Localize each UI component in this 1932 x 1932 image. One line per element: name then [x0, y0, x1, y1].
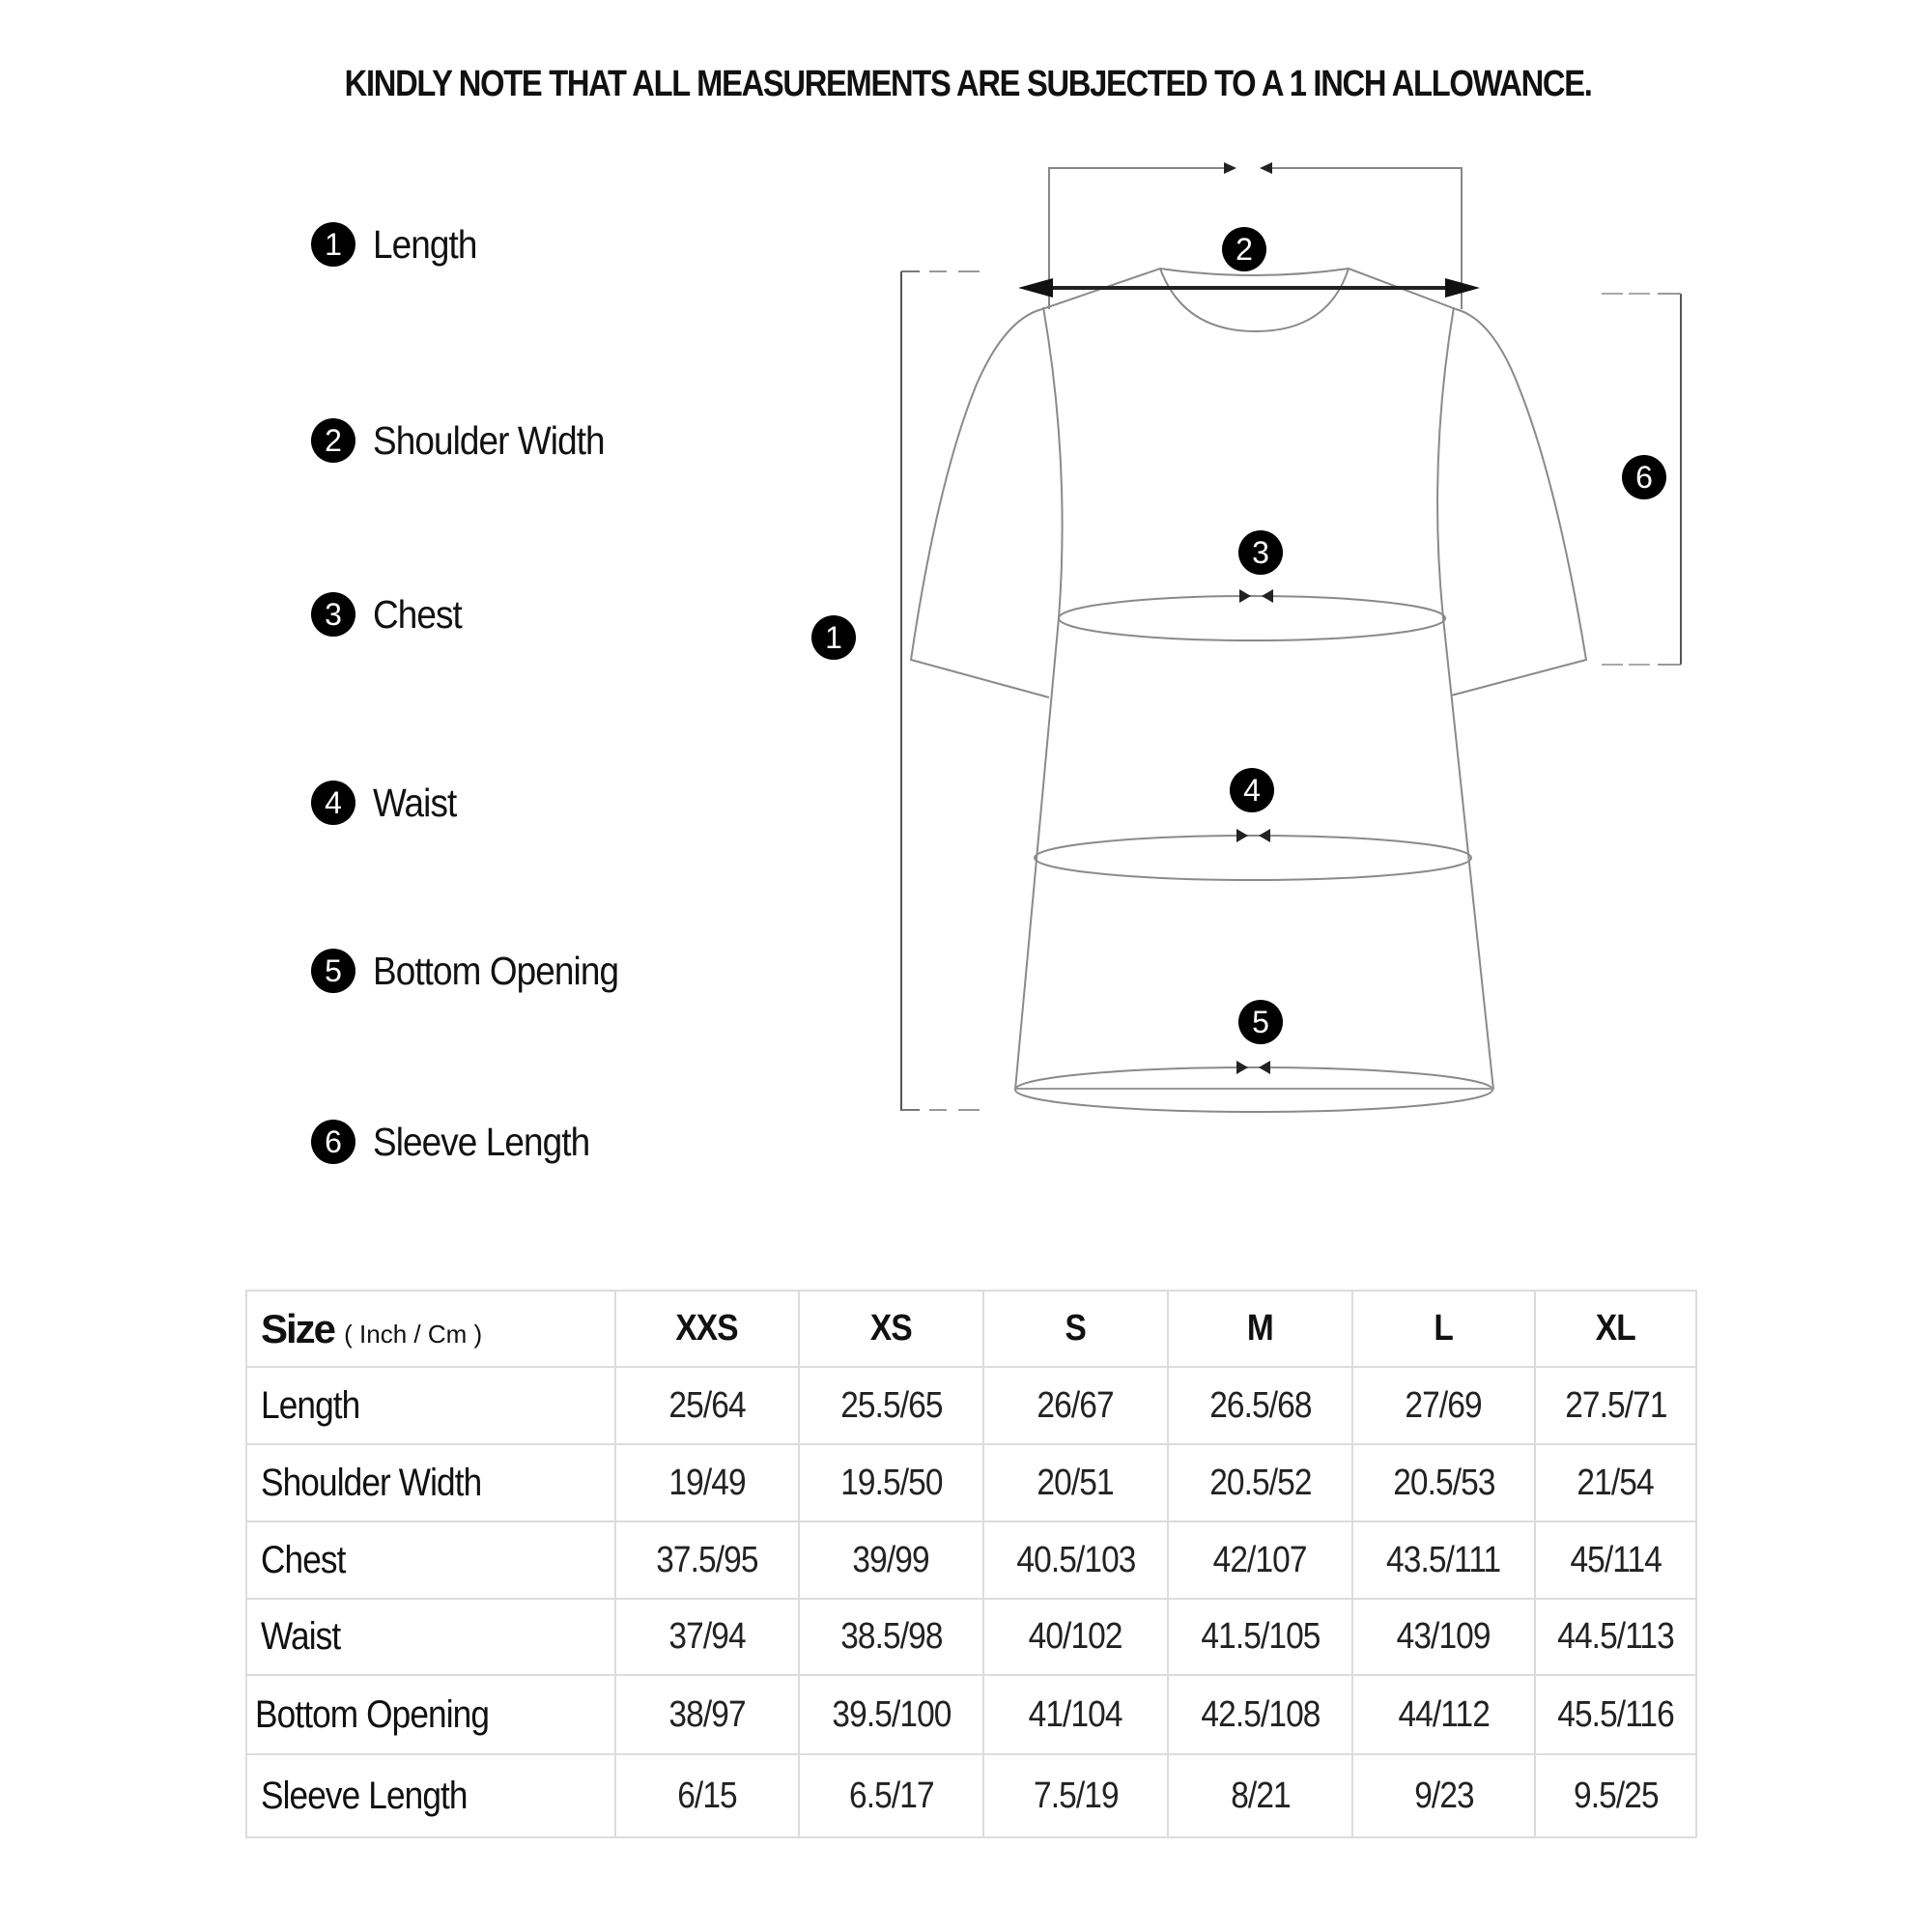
table-cell: 9/23	[1352, 1754, 1535, 1837]
table-cell: 26.5/68	[1168, 1367, 1352, 1444]
size-column-header: XXS	[615, 1291, 799, 1367]
bracket-arrow-right-icon	[1224, 162, 1236, 174]
number-5-icon: 5	[1238, 1000, 1283, 1044]
neckline	[1160, 269, 1349, 331]
legend-label: Bottom Opening	[373, 948, 619, 993]
table-header-row	[246, 1291, 1696, 1367]
table-cell: 42/107	[1168, 1521, 1352, 1599]
right-body-side	[1437, 307, 1493, 1090]
table-cell: 6/15	[615, 1754, 799, 1837]
arrowhead-left-icon	[1018, 278, 1053, 298]
table-cell: 26/67	[983, 1367, 1168, 1444]
number-2-icon: 2	[311, 418, 355, 463]
row-label: Chest	[246, 1521, 615, 1599]
size-column-header: L	[1352, 1291, 1535, 1367]
table-cell: 45/114	[1535, 1521, 1696, 1599]
number-1-icon: 1	[811, 615, 856, 660]
size-column-header: XL	[1535, 1291, 1696, 1367]
bracket-arrow-left-icon	[1260, 162, 1272, 174]
row-label: Sleeve Length	[246, 1754, 615, 1837]
number-6-icon: 6	[1622, 455, 1666, 499]
table-cell: 8/21	[1168, 1754, 1352, 1837]
left-body-side	[1015, 307, 1063, 1090]
right-sleeve	[1451, 309, 1586, 696]
table-cell: 21/54	[1535, 1444, 1696, 1521]
table-row	[246, 1367, 1696, 1444]
table-cell: 37/94	[615, 1599, 799, 1675]
table-cell: 20/51	[983, 1444, 1168, 1521]
table-cell: 19/49	[615, 1444, 799, 1521]
legend-label: Length	[373, 221, 477, 267]
number-5-icon: 5	[311, 949, 355, 993]
size-chart-table	[245, 1290, 1697, 1838]
number-1-icon: 1	[311, 222, 355, 267]
number-4-icon: 4	[1230, 768, 1274, 812]
unit-note: ( Inch / Cm )	[344, 1319, 483, 1349]
shoulder-width-arrow	[1018, 278, 1480, 298]
table-cell: 40.5/103	[983, 1521, 1168, 1599]
table-cell: 39.5/100	[799, 1675, 983, 1754]
table-row	[246, 1521, 1696, 1599]
number-2-icon: 2	[1222, 227, 1266, 271]
table-row	[246, 1599, 1696, 1675]
length-bracket	[901, 271, 980, 1111]
row-label: Length	[246, 1367, 615, 1444]
table-cell: 7.5/19	[983, 1754, 1168, 1837]
number-3-icon: 3	[311, 592, 355, 637]
table-cell: 27.5/71	[1535, 1367, 1696, 1444]
table-cell: 39/99	[799, 1521, 983, 1599]
row-label: Shoulder Width	[246, 1444, 615, 1521]
size-column-header: M	[1168, 1291, 1352, 1367]
legend-label: Sleeve Length	[373, 1119, 590, 1164]
size-header-label: Size	[261, 1305, 335, 1351]
table-row	[246, 1754, 1696, 1837]
table-cell: 37.5/95	[615, 1521, 799, 1599]
table-cell: 25.5/65	[799, 1367, 983, 1444]
legend-label: Chest	[373, 591, 462, 637]
table-cell: 20.5/52	[1168, 1444, 1352, 1521]
table-row	[246, 1444, 1696, 1521]
number-4-icon: 4	[311, 781, 355, 825]
table-cell: 9.5/25	[1535, 1754, 1696, 1837]
table-cell: 41/104	[983, 1675, 1168, 1754]
row-label: Waist	[246, 1599, 615, 1675]
table-cell: 41.5/105	[1168, 1599, 1352, 1675]
table-cell: 38.5/98	[799, 1599, 983, 1675]
size-column-header: S	[983, 1291, 1168, 1367]
table-cell: 44/112	[1352, 1675, 1535, 1754]
table-cell: 40/102	[983, 1599, 1168, 1675]
size-header-cell	[246, 1291, 615, 1367]
legend-label: Waist	[373, 780, 457, 825]
table-cell: 45.5/116	[1535, 1675, 1696, 1754]
shirt-outline	[911, 269, 1586, 1112]
row-label: Bottom Opening	[246, 1675, 615, 1754]
table-cell: 38/97	[615, 1675, 799, 1754]
table-cell: 20.5/53	[1352, 1444, 1535, 1521]
table-cell: 43.5/111	[1352, 1521, 1535, 1599]
table-cell: 43/109	[1352, 1599, 1535, 1675]
table-cell: 44.5/113	[1535, 1599, 1696, 1675]
chest-ellipse	[1059, 596, 1445, 640]
table-row	[246, 1675, 1696, 1754]
legend-label: Shoulder Width	[373, 417, 605, 463]
number-6-icon: 6	[311, 1120, 355, 1164]
table-cell: 25/64	[615, 1367, 799, 1444]
allowance-notice: KINDLY NOTE THAT ALL MEASUREMENTS ARE SUBJECTED TO A 1 INCH ALLOWANCE.	[344, 64, 1592, 104]
left-sleeve	[911, 309, 1049, 697]
number-3-icon: 3	[1238, 530, 1283, 575]
table-cell: 19.5/50	[799, 1444, 983, 1521]
table-cell: 6.5/17	[799, 1754, 983, 1837]
size-column-header: XS	[799, 1291, 983, 1367]
waist-ellipse	[1035, 836, 1471, 880]
table-cell: 42.5/108	[1168, 1675, 1352, 1754]
table-cell: 27/69	[1352, 1367, 1535, 1444]
